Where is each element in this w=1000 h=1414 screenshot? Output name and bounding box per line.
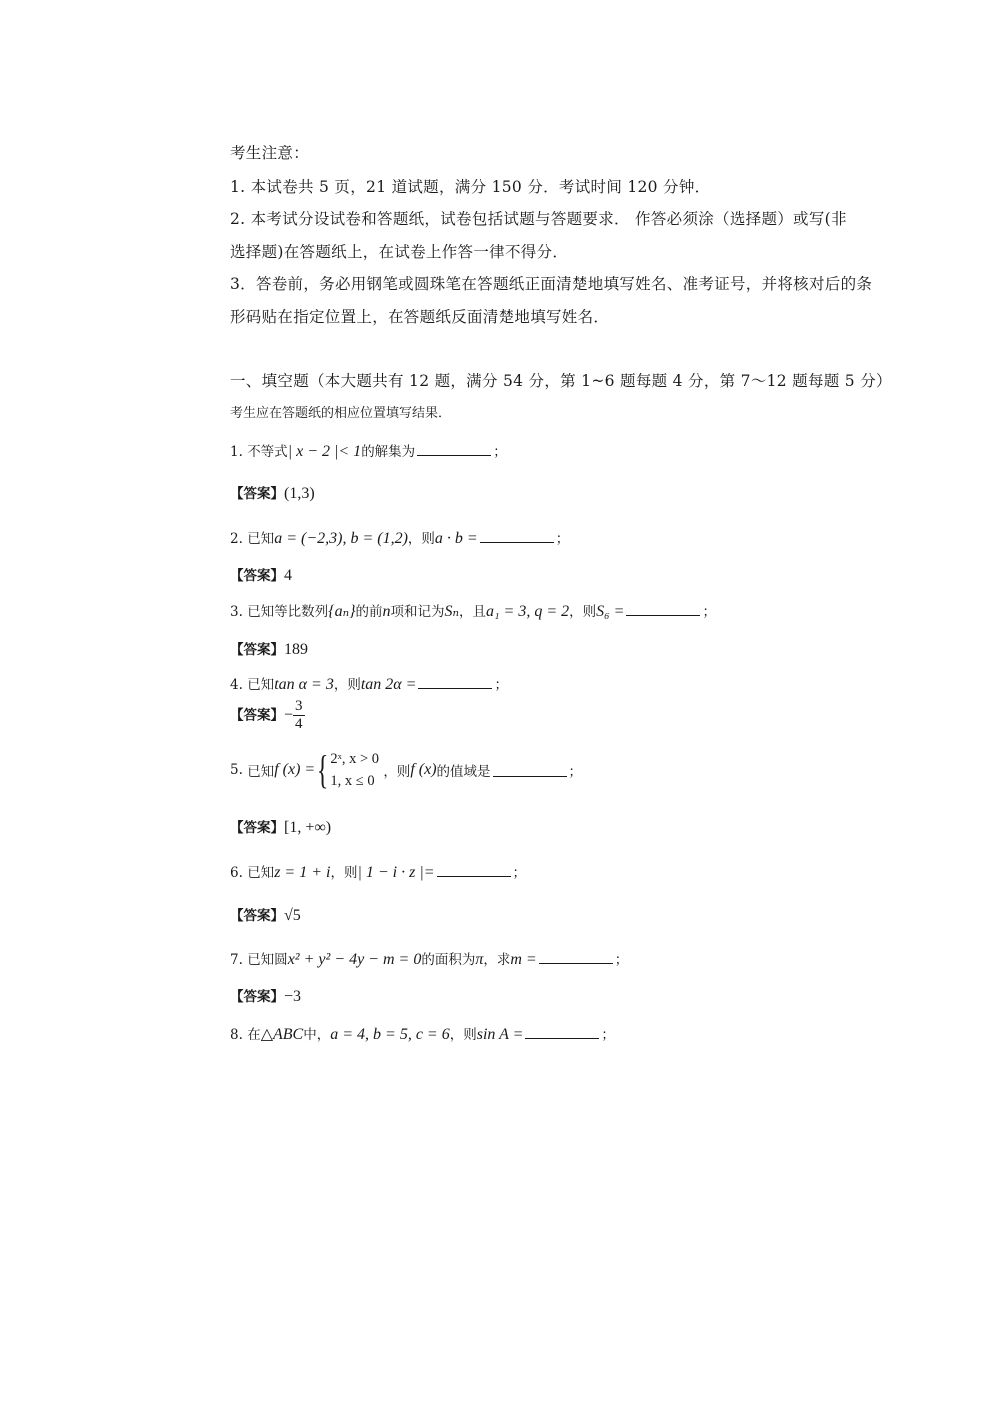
question-7 <box>230 948 628 969</box>
question-text: ，则 <box>407 531 435 547</box>
answer-7 <box>230 985 301 1006</box>
answer-value: √5 <box>284 907 301 924</box>
answer-6 <box>230 904 301 925</box>
answer-tag: 【答案】 <box>230 642 284 658</box>
question-math: z = 1 + i <box>274 864 331 881</box>
question-text: ； <box>702 604 716 620</box>
answer-4 <box>230 698 305 733</box>
question-text: ； <box>568 764 583 780</box>
question-6 <box>230 861 526 882</box>
notice-item-3-line-2: 形码贴在指定位置上，在答题纸反面清楚地填写姓名． <box>230 308 610 326</box>
question-text: ，则 <box>333 677 361 693</box>
question-number: 6. <box>230 865 243 881</box>
question-text: 已知 <box>247 677 275 693</box>
question-text: 中， <box>303 1027 331 1043</box>
case-2: 1, x ≤ 0 <box>330 773 375 789</box>
question-text: ； <box>614 952 629 968</box>
answer-value: 189 <box>284 641 308 658</box>
answer-blank <box>626 603 700 616</box>
question-math: {aₙ} <box>328 603 356 620</box>
answer-value: 4 <box>284 567 292 584</box>
notice-item-3-line-1: 3．答卷前，务必用钢笔或圆珠笔在答题纸正面清楚地填写姓名、准考证号，并将核对后的条 <box>230 275 873 293</box>
notice-item-2-line-1: 2. 本考试分设试卷和答题纸，试卷包括试题与答题要求． 作答必须涂（选择题）或写(非 <box>230 210 847 228</box>
question-number: 1. <box>230 444 243 460</box>
question-text: 在 <box>247 1027 261 1043</box>
answer-blank <box>493 764 567 777</box>
question-1 <box>230 440 507 461</box>
question-text: ； <box>493 444 507 460</box>
answer-tag: 【答案】 <box>230 989 284 1005</box>
question-text: ，求 <box>483 952 511 968</box>
notice-item-1: 1. 本试卷共 5 页，21 道试题，满分 150 分．考试时间 120 分钟． <box>230 178 711 196</box>
question-text: ，且 <box>458 604 486 620</box>
section-subtitle: 考生应在答题纸的相应位置填写结果． <box>230 406 452 421</box>
answer-5 <box>230 816 331 837</box>
answer-value: [1, +∞) <box>284 819 332 836</box>
question-math: sin A = <box>476 1026 524 1043</box>
answer-tag: 【答案】 <box>230 568 284 584</box>
question-number: 7. <box>230 952 243 968</box>
question-math: π <box>475 951 484 968</box>
question-text: 项和记为 <box>390 604 445 620</box>
question-number: 3. <box>230 604 243 620</box>
question-5 <box>230 748 582 792</box>
question-text: 的面积为 <box>421 952 476 968</box>
question-math: f (x) = <box>274 761 316 778</box>
question-number: 5. <box>230 762 243 778</box>
question-text: 已知等比数列 <box>247 604 329 620</box>
question-text: 的值域是 <box>436 764 491 780</box>
answer-blank <box>539 951 613 964</box>
question-number: 2. <box>230 531 243 547</box>
answer-tag: 【答案】 <box>230 820 284 836</box>
question-math: | x − 2 |< 1 <box>287 443 362 460</box>
question-text: ，则 <box>330 865 358 881</box>
answer-tag: 【答案】 <box>230 908 284 924</box>
answer-blank <box>417 443 491 456</box>
answer-tag: 【答案】 <box>230 486 284 502</box>
question-text: 已知 <box>247 865 275 881</box>
question-math: Sₙ <box>444 603 459 620</box>
question-3 <box>230 600 716 621</box>
answer-blank <box>480 530 554 543</box>
question-math: a₁ = 3, q = 2 <box>485 603 570 620</box>
question-text: 不等式 <box>247 444 288 460</box>
question-math: a · b = <box>434 530 478 547</box>
answer-3 <box>230 638 308 659</box>
question-math: | 1 − i · z |= <box>357 864 435 881</box>
question-math: tan α = 3 <box>274 676 334 693</box>
question-4 <box>230 673 508 694</box>
question-text: 已知 <box>247 764 275 780</box>
brace-symbol: { <box>317 747 329 792</box>
answer-blank <box>437 864 511 877</box>
question-math: n <box>382 603 391 620</box>
question-8 <box>230 1023 615 1044</box>
question-text: ； <box>512 865 527 881</box>
fraction-numerator: 3 <box>295 698 303 714</box>
answer-value: (1,3) <box>284 485 315 502</box>
question-text: ； <box>555 531 570 547</box>
answer-value: −3 <box>284 988 302 1005</box>
question-text: 的解集为 <box>361 444 416 460</box>
question-text: 已知 <box>247 531 275 547</box>
fraction-denominator: 4 <box>295 716 303 732</box>
notice-item-2-line-2: 选择题)在答题纸上，在试卷上作答一律不得分． <box>230 243 569 261</box>
question-math: a = 4, b = 5, c = 6 <box>330 1026 450 1043</box>
question-text: ，则 <box>569 604 597 620</box>
question-math: f (x) <box>410 761 437 778</box>
question-number: 4. <box>230 677 243 693</box>
question-number: 8. <box>230 1027 243 1043</box>
piecewise-cases <box>330 748 379 792</box>
question-text: 已知圆 <box>247 952 288 968</box>
answer-sign: − <box>284 706 294 724</box>
case-1: 2ˣ, x > 0 <box>330 751 380 767</box>
question-text: ； <box>601 1027 615 1043</box>
answer-tag: 【答案】 <box>230 707 284 724</box>
question-text: ； <box>494 677 508 693</box>
section-title: 一、填空题（本大题共有 12 题，满分 54 分，第 1~6 题每题 4 分，第 7～12 题每题 5 分） <box>230 372 892 390</box>
answer-1 <box>230 482 315 503</box>
answer-2 <box>230 564 292 585</box>
question-math: x² + y² − 4y − m = 0 <box>287 951 422 968</box>
answer-blank <box>525 1026 599 1039</box>
question-text: 的前 <box>355 604 383 620</box>
question-math: tan 2α = <box>360 676 417 693</box>
question-text: ，则 <box>449 1027 477 1043</box>
question-math: △ABC <box>260 1026 304 1043</box>
question-math: m = <box>510 951 537 968</box>
question-math: a = (−2,3), b = (1,2) <box>274 530 408 547</box>
question-math: S₆ = <box>596 603 625 620</box>
question-2 <box>230 527 569 548</box>
answer-fraction <box>293 698 305 733</box>
notice-title: 考生注意： <box>230 144 310 162</box>
question-text: ，则 <box>383 764 411 780</box>
answer-blank <box>418 676 492 689</box>
